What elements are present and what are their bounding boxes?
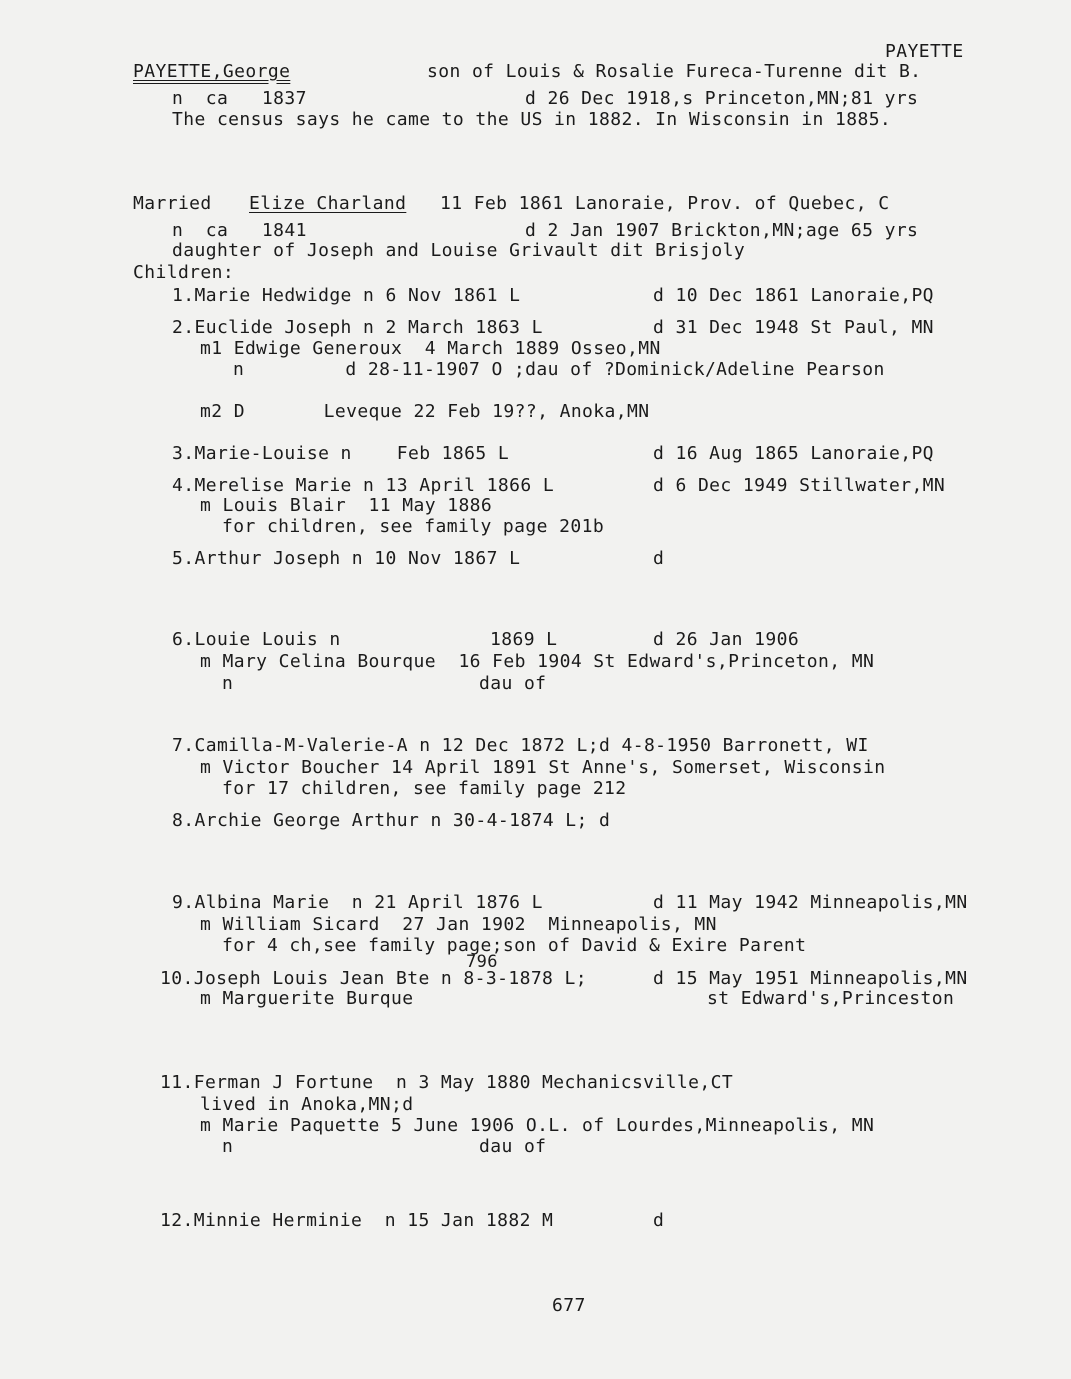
child-11-spouse-n: n: [222, 1136, 234, 1157]
child-1-death: d 10 Dec 1861 Lanoraie,PQ: [653, 285, 934, 306]
person-death: d 26 Dec 1918,s Princeton,MN;81 yrs: [525, 88, 919, 109]
child-2-m1-spouse: n d 28-11-1907 O ;dau of ?Dominick/Adeline Pearson: [233, 359, 885, 380]
child-2-death: d 31 Dec 1948 St Paul, MN: [653, 317, 934, 338]
child-4-main: 4.Merelise Marie n 13 April 1866 L: [172, 475, 555, 496]
child-6-death: d 26 Jan 1906: [653, 629, 800, 650]
child-6-spouse-dau: dau of: [479, 673, 547, 694]
child-11-lived: lived in Anoka,MN;d: [200, 1094, 414, 1115]
person-birth: n ca 1837: [172, 88, 307, 109]
child-4-death: d 6 Dec 1949 Stillwater,MN: [653, 475, 946, 496]
children-label: Children:: [133, 262, 235, 283]
child-4-note: for children, see family page 201b: [222, 516, 605, 537]
spouse-death: d 2 Jan 1907 Brickton,MN;age 65 yrs: [525, 220, 919, 241]
child-10-marriage: m Marguerite Burque: [200, 988, 414, 1009]
child-2-main: 2.Euclide Joseph n 2 March 1863 L: [172, 317, 543, 338]
child-9-marriage: m William Sicard 27 Jan 1902 Minneapolis, MN: [200, 914, 717, 935]
spouse-name: Elize Charland: [249, 193, 407, 214]
page-number: 677: [552, 1295, 586, 1316]
child-9-note: for 4 ch,see family page;son of David & Exire Parent: [222, 935, 807, 956]
child-2-m2: m2 D Leveque 22 Feb 19??, Anoka,MN: [200, 401, 650, 422]
child-6-marriage: m Mary Celina Bourque 16 Feb 1904 St Edward's,Princeton, MN: [200, 651, 875, 672]
person-name: PAYETTE,George: [133, 61, 291, 82]
child-5-main: 5.Arthur Joseph n 10 Nov 1867 L: [172, 548, 521, 569]
surname-header: PAYETTE: [885, 41, 964, 62]
spouse-parents: daughter of Joseph and Louise Grivault dit Brisjoly: [172, 240, 746, 261]
child-3-main: 3.Marie-Louise n Feb 1865 L: [172, 443, 510, 464]
child-8-main: 8.Archie George Arthur n 30-4-1874 L; d: [172, 810, 611, 831]
child-7-marriage: m Victor Boucher 14 April 1891 St Anne's, Somerset, Wisconsin: [200, 757, 886, 778]
child-6-spouse-n: n: [222, 673, 234, 694]
child-10-main: 10.Joseph Louis Jean Bte n 8-3-1878 L;: [160, 968, 588, 989]
child-12-main: 12.Minnie Herminie n 15 Jan 1882 M: [160, 1210, 554, 1231]
child-1-main: 1.Marie Hedwidge n 6 Nov 1861 L: [172, 285, 521, 306]
person-parents: son of Louis & Rosalie Fureca-Turenne dit B.: [427, 61, 922, 82]
child-4-marriage: m Louis Blair 11 May 1886: [200, 495, 493, 516]
child-7-main: 7.Camilla-M-Valerie-A n 12 Dec 1872 L;d 4-8-1950 Barronett, WI: [172, 735, 869, 756]
child-9-main: 9.Albina Marie n 21 April 1876 L: [172, 892, 543, 913]
child-7-note: for 17 children, see family page 212: [222, 778, 627, 799]
spouse-birth: n ca 1841: [172, 220, 307, 241]
child-3-death: d 16 Aug 1865 Lanoraie,PQ: [653, 443, 934, 464]
child-6-main: 6.Louie Louis n: [172, 629, 341, 650]
child-2-m1: m1 Edwige Generoux 4 March 1889 Osseo,MN: [200, 338, 661, 359]
marriage-label: Married: [133, 193, 212, 214]
marriage-details: 11 Feb 1861 Lanoraie, Prov. of Quebec, C: [440, 193, 890, 214]
child-12-death: d: [653, 1210, 665, 1231]
child-10-place: st Edward's,Princeston: [707, 988, 955, 1009]
child-9-death: d 11 May 1942 Minneapolis,MN: [653, 892, 968, 913]
child-10-death: d 15 May 1951 Minneapolis,MN: [653, 968, 968, 989]
person-note: The census says he came to the US in 1882. In Wisconsin in 1885.: [172, 109, 892, 130]
child-11-marriage: m Marie Paquette 5 June 1906 O.L. of Lourdes,Minneapolis, MN: [200, 1115, 875, 1136]
child-6-birth: 1869 L: [490, 629, 558, 650]
child-11-spouse-dau: dau of: [479, 1136, 547, 1157]
child-5-death: d: [653, 548, 665, 569]
child-11-main: 11.Ferman J Fortune n 3 May 1880 Mechanicsville,CT: [160, 1072, 734, 1093]
child-9-page-ref: 796: [466, 952, 498, 972]
